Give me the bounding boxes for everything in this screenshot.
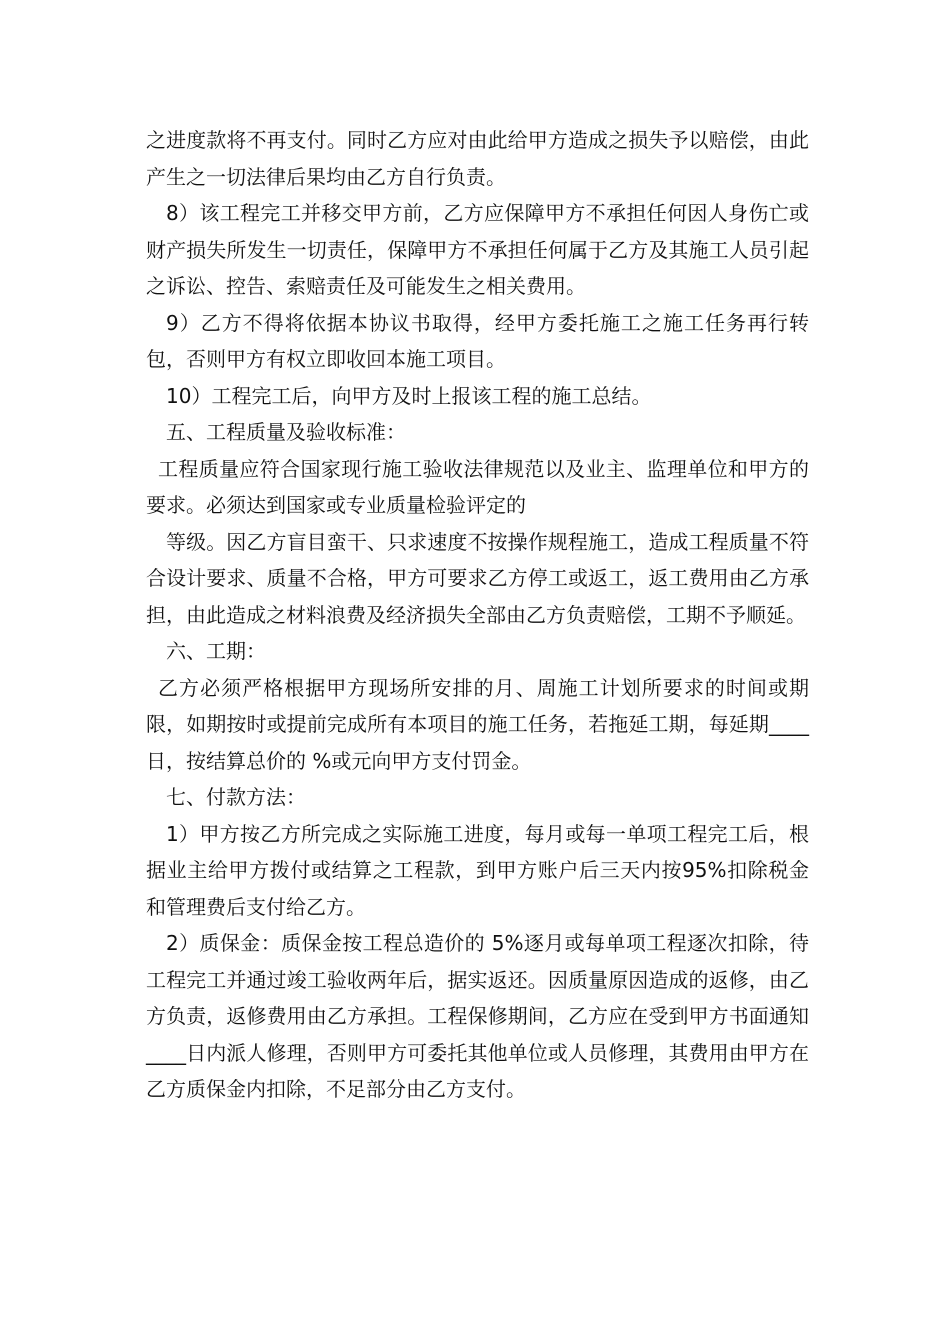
paragraph-clause-8: 8）该工程完工并移交甲方前，乙方应保障甲方不承担任何因人身伤亡或财产损失所发生一切责任，保障甲方不承担任何属于乙方及其施工人员引起之诉讼、控告、索赔责任及可能发生之相关费用。 xyxy=(146,201,809,298)
paragraph-progress-payment: 之进度款将不再支付。同时乙方应对由此给甲方造成之损失予以赔偿，由此产生之一切法律后果均由乙方自行负责。 xyxy=(146,128,809,189)
paragraph-clause-10: 10）工程完工后，向甲方及时上报该工程的施工总结。 xyxy=(166,383,652,408)
section-heading-payment: 七、付款方法： xyxy=(166,785,306,809)
section-heading-schedule: 六、工期： xyxy=(166,639,266,663)
paragraph-quality-standard: 工程质量应符合国家现行施工验收法律规范以及业主、监理单位和甲方的要求。必须达到国家或专业质量检验评定的 xyxy=(146,456,809,517)
paragraph-quality-grade: 等级。因乙方盲目蛮干、只求速度不按操作规程施工，造成工程质量不符合设计要求、质量不合格，甲方可要求乙方停工或返工，返工费用由乙方承担，由此造成之材料浪费及经济损失全部由乙方负责赔偿，工期不予顺延。 xyxy=(146,529,809,627)
paragraph-clause-9: 9）乙方不得将依据本协议书取得，经甲方委托施工之施工任务再行转包，否则甲方有权立即收回本施工项目。 xyxy=(146,310,809,371)
paragraph-payment-1: 1）甲方按乙方所完成之实际施工进度，每月或每一单项工程完工后，根据业主给甲方拨付或结算之工程款，到甲方账户后三天内按95%扣除税金和管理费后支付给乙方。 xyxy=(146,821,809,919)
paragraph-payment-2: 2）质保金：质保金按工程总造价的 5%逐月或每单项工程逐次扣除，待工程完工并通过竣工验收两年后，据实返还。因质量原因造成的返修，由乙方负责，返修费用由乙方承担。工程保修期间，乙方应在受到甲方书面通知____日内派人修理，否则甲方可委托其他单位或人员修理，其费用由甲方在乙方质保金内扣除，不足部分由乙方支付。 xyxy=(146,931,809,1101)
section-heading-quality: 五、工程质量及验收标准： xyxy=(166,420,406,444)
paragraph-schedule: 乙方必须严格根据甲方现场所安排的月、周施工计划所要求的时间或期限，如期按时或提前完成所有本项目的施工任务，若拖延工期，每延期____日，按结算总价的 %或元向甲方支付罚金。 xyxy=(146,675,809,773)
document-body xyxy=(146,122,809,1108)
